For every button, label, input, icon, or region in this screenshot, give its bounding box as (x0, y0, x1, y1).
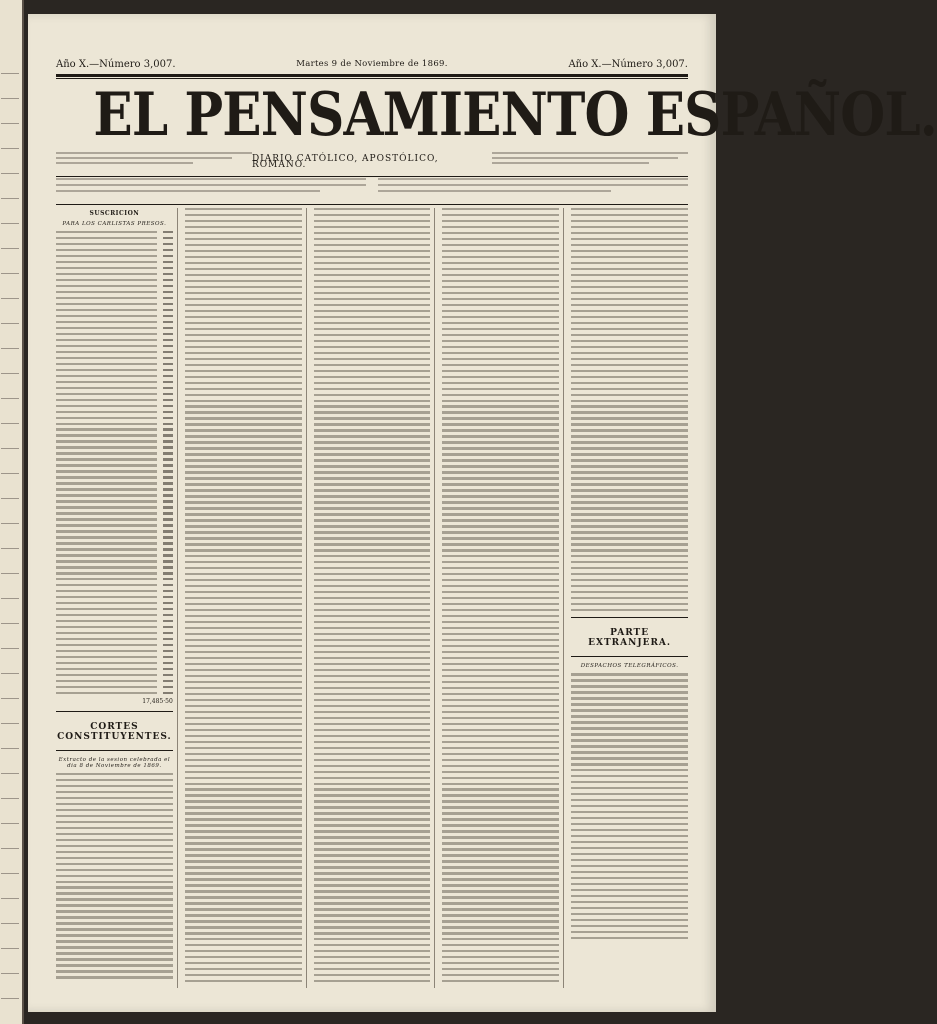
article-text-col5 (571, 208, 688, 611)
donor-list (56, 231, 173, 694)
foreign-text (571, 673, 688, 939)
article-text-col4 (442, 208, 559, 982)
issue-number-left: Año X.—Número 3,007. (56, 58, 176, 70)
newspaper-subtitle: DIARIO CATÓLICO, APOSTÓLICO, ROMANO. (251, 154, 439, 170)
subscription-heading: SUSCRICION (89, 210, 140, 217)
column-4 (442, 208, 564, 988)
issue-number-right: Año X.—Número 3,007. (568, 58, 688, 70)
column-3 (314, 208, 436, 988)
cortes-heading: CORTES CONSTITUYENTES. (57, 721, 172, 742)
prices-right (378, 178, 688, 202)
newspaper-page (28, 14, 937, 1012)
previous-page-text (1, 60, 19, 1010)
cortes-text-col1 (56, 773, 173, 979)
cortes-subheading: Extracto de la sesion celebrada el dia 8 de Noviembre de 1869. (58, 756, 171, 769)
motto-left (56, 152, 252, 164)
column-2 (185, 208, 307, 988)
column-5 (571, 208, 688, 988)
newspaper-title: EL PENSAMIENTO ESPAÑOL. (93, 80, 937, 150)
issue-date: Martes 9 de Noviembre de 1869. (296, 59, 448, 69)
subscription-rule-bottom (56, 204, 688, 205)
previous-page-edge (0, 0, 24, 1024)
top-rule-thin (56, 78, 688, 79)
subscription-prices (56, 178, 688, 202)
column-1 (56, 208, 178, 988)
subscription-subheading: PARA LOS CARLISTAS PRESOS. (62, 221, 167, 227)
article-text-col3 (314, 208, 431, 982)
subscription-rule-top (56, 176, 688, 177)
telegrams-heading: DESPACHOS TELEGRÁFICOS. (580, 663, 679, 670)
prices-left (56, 178, 366, 202)
motto-right (492, 152, 688, 164)
foreign-heading: PARTE EXTRANJERA. (588, 628, 672, 649)
issue-row (56, 57, 688, 71)
masthead-subrow (56, 152, 688, 176)
article-columns (56, 208, 688, 988)
top-rule (56, 74, 688, 77)
article-text-col2 (185, 208, 302, 982)
subscription-total: 17,485·50 (142, 697, 173, 705)
